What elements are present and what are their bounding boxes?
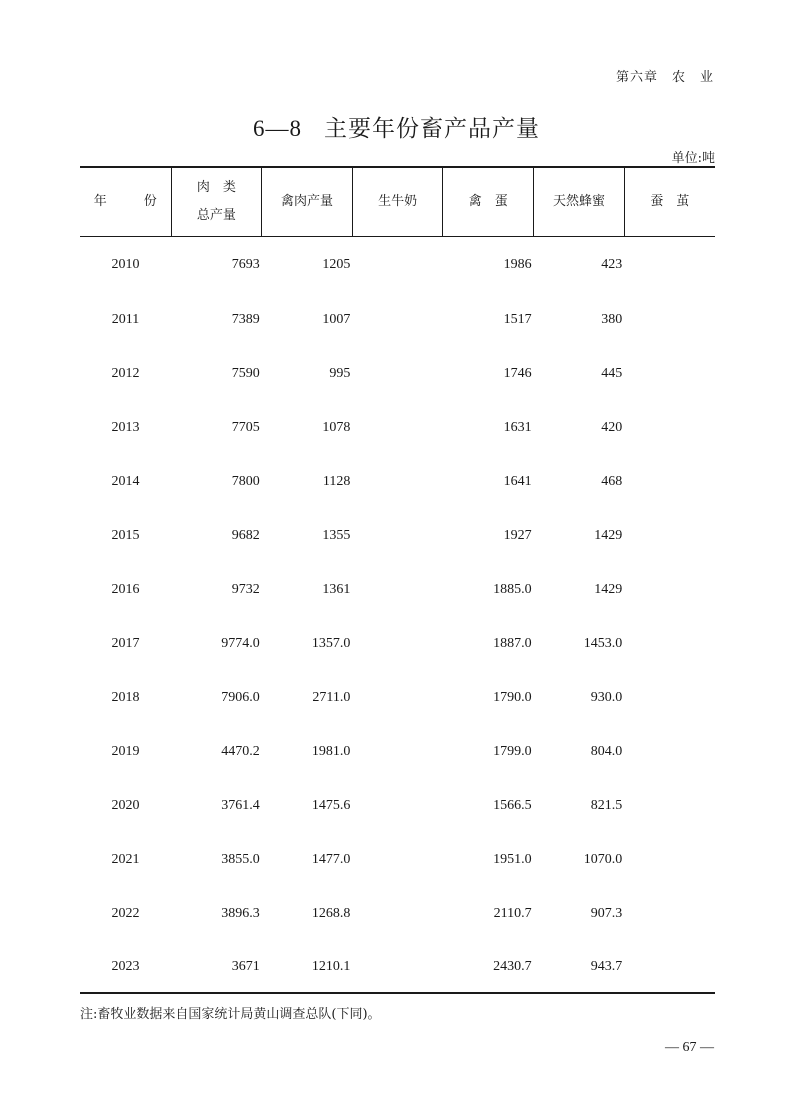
- cell-cocoons: [624, 401, 715, 455]
- cell-milk: [352, 887, 443, 941]
- header-cocoons: 蚕 茧: [624, 167, 715, 236]
- cell-poultry: 1128: [322, 474, 351, 489]
- table-number: 6—8: [253, 116, 302, 141]
- cell-year: 2012: [111, 366, 140, 381]
- running-head: 第六章 农 业: [615, 70, 714, 85]
- table-title-text: 主要年份畜产品产量: [324, 116, 540, 142]
- cell-eggs: 1986: [503, 256, 532, 272]
- cell-meat: 7705: [231, 420, 260, 435]
- cell-year: 2010: [111, 256, 140, 272]
- cell-poultry: 995: [329, 366, 351, 381]
- cell-cocoons: [624, 671, 715, 725]
- cell-meat: 7590: [231, 366, 260, 381]
- cell-meat: 7693: [231, 256, 260, 272]
- cell-honey: 1453.0: [583, 636, 623, 651]
- cell-meat: 3761.4: [221, 798, 260, 813]
- cell-honey: 423: [601, 256, 623, 272]
- cell-cocoons: [624, 455, 715, 509]
- cell-poultry: 1205: [322, 256, 351, 272]
- table-row: [80, 293, 715, 347]
- cell-meat: 9682: [231, 528, 260, 543]
- cell-meat: 7389: [231, 312, 260, 327]
- cell-poultry: 1981.0: [311, 744, 351, 759]
- cell-honey: 468: [601, 474, 623, 489]
- table-body: [80, 236, 715, 993]
- cell-milk: [352, 779, 443, 833]
- cell-eggs: 1566.5: [493, 798, 532, 813]
- cell-poultry: 1078: [322, 420, 351, 435]
- cell-cocoons: [624, 617, 715, 671]
- cell-poultry: 2711.0: [312, 690, 351, 705]
- cell-poultry: 1007: [322, 312, 351, 327]
- cell-eggs: 1885.0: [493, 582, 532, 597]
- cell-year: 2011: [111, 312, 140, 327]
- cell-eggs: 1927: [503, 528, 532, 543]
- cell-cocoons: [624, 941, 715, 993]
- cell-honey: 420: [601, 420, 623, 435]
- cell-honey: 380: [601, 312, 623, 327]
- cell-cocoons: [624, 293, 715, 347]
- cell-meat: 4470.2: [221, 744, 260, 759]
- table-row: [80, 725, 715, 779]
- cell-milk: [352, 671, 443, 725]
- cell-eggs: 1887.0: [493, 636, 532, 651]
- cell-eggs: 2110.7: [493, 906, 532, 921]
- header-poultry: 禽肉产量: [262, 167, 353, 236]
- cell-meat: 7906.0: [221, 690, 260, 705]
- cell-milk: [352, 617, 443, 671]
- cell-poultry: 1475.6: [311, 798, 351, 813]
- cell-honey: 930.0: [590, 690, 623, 705]
- cell-cocoons: [624, 779, 715, 833]
- page-number: — 67 —: [665, 1040, 714, 1055]
- cell-eggs: 1517: [503, 312, 532, 327]
- cell-year: 2016: [111, 582, 140, 597]
- table-row: [80, 617, 715, 671]
- table-row: [80, 455, 715, 509]
- cell-year: 2018: [111, 690, 140, 705]
- cell-year: 2017: [111, 636, 140, 651]
- cell-honey: 1429: [594, 528, 623, 543]
- unit-label: 单位:吨: [671, 151, 715, 166]
- header-eggs: 禽 蛋: [443, 167, 534, 236]
- table-row: [80, 236, 715, 293]
- cell-eggs: 1631: [503, 420, 532, 435]
- cell-milk: [352, 833, 443, 887]
- table-row: [80, 509, 715, 563]
- cell-meat: 7800: [231, 474, 260, 489]
- cell-meat: 3896.3: [221, 906, 260, 921]
- cell-meat: 3855.0: [221, 852, 260, 867]
- cell-eggs: 1641: [503, 474, 532, 489]
- cell-honey: 1429: [594, 582, 623, 597]
- table-row: [80, 887, 715, 941]
- header-milk: 生牛奶: [352, 167, 443, 236]
- cell-year: 2022: [111, 906, 140, 921]
- cell-milk: [352, 563, 443, 617]
- header-meat: [171, 167, 262, 236]
- cell-cocoons: [624, 347, 715, 401]
- cell-milk: [352, 725, 443, 779]
- cell-poultry: 1357.0: [311, 636, 351, 651]
- cell-honey: 1070.0: [583, 852, 623, 867]
- cell-meat: 9732: [231, 582, 260, 597]
- cell-milk: [352, 236, 443, 293]
- cell-milk: [352, 401, 443, 455]
- cell-poultry: 1355: [322, 528, 351, 543]
- cell-cocoons: [624, 509, 715, 563]
- cell-poultry: 1477.0: [311, 852, 351, 867]
- cell-cocoons: [624, 887, 715, 941]
- livestock-products-table: [80, 166, 715, 994]
- table-row: [80, 779, 715, 833]
- cell-year: 2015: [111, 528, 140, 543]
- cell-year: 2020: [111, 798, 140, 813]
- table-row: [80, 671, 715, 725]
- cell-honey: 943.7: [534, 941, 625, 993]
- header-year: 年 份: [80, 167, 171, 236]
- table-row: [80, 833, 715, 887]
- cell-year: 2019: [111, 744, 140, 759]
- table-note: 注:畜牧业数据来自国家统计局黄山调查总队(下同)。: [80, 1007, 381, 1022]
- cell-year: 2021: [111, 852, 140, 867]
- cell-honey: 907.3: [590, 906, 623, 921]
- cell-cocoons: [624, 563, 715, 617]
- cell-honey: 804.0: [590, 744, 623, 759]
- table-header-row: [80, 167, 715, 236]
- cell-milk: [352, 347, 443, 401]
- cell-eggs: 1746: [503, 366, 532, 381]
- cell-milk: [352, 509, 443, 563]
- cell-cocoons: [624, 833, 715, 887]
- table-row: [80, 401, 715, 455]
- table-row: [80, 941, 715, 993]
- table-title: [0, 110, 793, 143]
- cell-milk: [352, 293, 443, 347]
- header-honey: 天然蜂蜜: [534, 167, 625, 236]
- cell-eggs: 1951.0: [493, 852, 532, 867]
- cell-eggs: 1790.0: [493, 690, 532, 705]
- table-row: [80, 563, 715, 617]
- cell-eggs: 2430.7: [443, 941, 534, 993]
- cell-eggs: 1799.0: [493, 744, 532, 759]
- cell-honey: 821.5: [590, 798, 623, 813]
- cell-poultry: 1210.1: [262, 941, 353, 993]
- cell-milk: [352, 455, 443, 509]
- cell-meat: 9774.0: [221, 636, 260, 651]
- header-meat-line1: 肉 类: [196, 179, 236, 195]
- cell-year: 2013: [111, 420, 140, 435]
- cell-year: 2014: [111, 474, 140, 489]
- cell-poultry: 1268.8: [311, 906, 351, 921]
- cell-cocoons: [624, 236, 715, 293]
- header-meat-line2: 总产量: [196, 207, 236, 223]
- cell-honey: 445: [601, 366, 623, 381]
- cell-milk: [352, 941, 443, 993]
- cell-meat: 3671: [171, 941, 262, 993]
- cell-poultry: 1361: [322, 582, 351, 597]
- table-row: [80, 347, 715, 401]
- cell-cocoons: [624, 725, 715, 779]
- cell-year: 2023: [80, 941, 171, 993]
